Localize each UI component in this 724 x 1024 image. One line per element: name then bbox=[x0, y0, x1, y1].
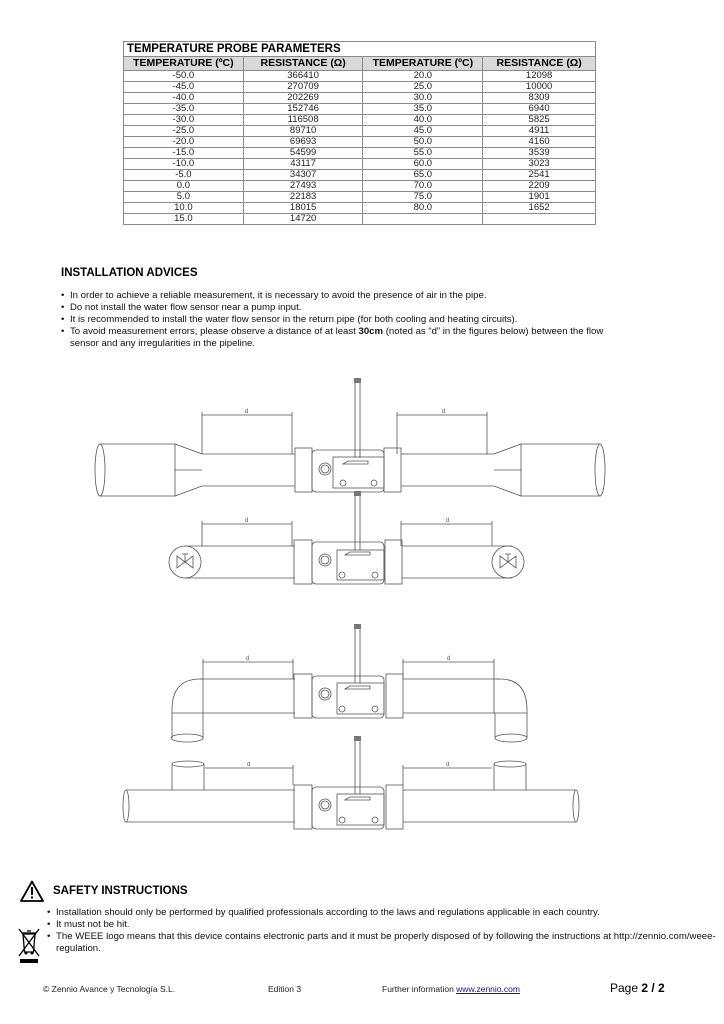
temperature-cell: 15.0 bbox=[124, 214, 244, 225]
resistance-cell: 2209 bbox=[483, 181, 596, 192]
resistance-cell: 43117 bbox=[243, 159, 363, 170]
temperature-cell: 20.0 bbox=[363, 71, 483, 82]
resistance-cell: 10000 bbox=[483, 82, 596, 93]
svg-text:d: d bbox=[245, 518, 249, 524]
list-item: • Do not install the water flow sensor near a pump input. bbox=[61, 302, 621, 314]
svg-text:d: d bbox=[446, 518, 450, 524]
resistance-cell: 12098 bbox=[483, 71, 596, 82]
resistance-cell: 366410 bbox=[243, 71, 363, 82]
resistance-cell: 14720 bbox=[243, 214, 363, 225]
resistance-cell: 22183 bbox=[243, 192, 363, 203]
resistance-cell: 4911 bbox=[483, 126, 596, 137]
table-row bbox=[124, 170, 596, 181]
resistance-cell: 202269 bbox=[243, 93, 363, 104]
diagram-valves bbox=[0, 488, 724, 600]
temperature-probe-table bbox=[123, 41, 596, 225]
table-body bbox=[124, 71, 596, 225]
temperature-cell: 70.0 bbox=[363, 181, 483, 192]
column-header-temperature: TEMPERATURE (ºC) bbox=[363, 57, 483, 71]
temperature-cell: -10.0 bbox=[124, 159, 244, 170]
resistance-cell: 1652 bbox=[483, 203, 596, 214]
resistance-cell: 54599 bbox=[243, 148, 363, 159]
footer-further-info: Further information www.zennio.com bbox=[382, 984, 520, 994]
temperature-cell bbox=[363, 214, 483, 225]
table-row bbox=[124, 71, 596, 82]
table-row bbox=[124, 93, 596, 104]
resistance-cell: 270709 bbox=[243, 82, 363, 93]
installation-advices-title: INSTALLATION ADVICES bbox=[61, 267, 198, 279]
footer-copyright: © Zennio Avance y Tecnología S.L. bbox=[43, 984, 176, 994]
svg-text:d: d bbox=[447, 656, 451, 662]
diagram-tee-junctions bbox=[0, 730, 724, 840]
resistance-cell: 1901 bbox=[483, 192, 596, 203]
table-row bbox=[124, 203, 596, 214]
safety-instructions-list bbox=[47, 907, 717, 955]
resistance-cell: 8309 bbox=[483, 93, 596, 104]
table-row bbox=[124, 148, 596, 159]
svg-text:d: d bbox=[446, 762, 450, 768]
resistance-cell: 69693 bbox=[243, 137, 363, 148]
temperature-cell: 60.0 bbox=[363, 159, 483, 170]
footer-edition: Edition 3 bbox=[268, 984, 302, 994]
diagram-elbows bbox=[0, 620, 724, 745]
table-title: TEMPERATURE PROBE PARAMETERS bbox=[124, 42, 596, 57]
table-row bbox=[124, 126, 596, 137]
resistance-cell: 5825 bbox=[483, 115, 596, 126]
temperature-cell: 50.0 bbox=[363, 137, 483, 148]
temperature-cell: 0.0 bbox=[124, 181, 244, 192]
temperature-cell: 75.0 bbox=[363, 192, 483, 203]
resistance-cell: 152746 bbox=[243, 104, 363, 115]
svg-text:d: d bbox=[245, 409, 249, 415]
column-header-resistance: RESISTANCE (Ω) bbox=[483, 57, 596, 71]
table-row bbox=[124, 82, 596, 93]
table-row bbox=[124, 159, 596, 170]
temperature-cell: -20.0 bbox=[124, 137, 244, 148]
temperature-cell: -5.0 bbox=[124, 170, 244, 181]
temperature-cell: 45.0 bbox=[363, 126, 483, 137]
list-item: • The WEEE logo means that this device contains electronic parts and it must be properly disposed of by following the instructions at http://zennio.com/weee-regulation. bbox=[47, 931, 717, 955]
list-item-distance: • To avoid measurement errors, please observe a distance of at least 30cm (noted as “d” in the figures below) between the flow sensor and any irregularities in the pipeline. bbox=[61, 326, 621, 350]
diagram-reducer-pipes bbox=[0, 370, 724, 505]
temperature-cell: -25.0 bbox=[124, 126, 244, 137]
temperature-cell: 40.0 bbox=[363, 115, 483, 126]
temperature-cell: 80.0 bbox=[363, 203, 483, 214]
resistance-cell: 3023 bbox=[483, 159, 596, 170]
temperature-cell: 25.0 bbox=[363, 82, 483, 93]
temperature-cell: -35.0 bbox=[124, 104, 244, 115]
resistance-cell: 34307 bbox=[243, 170, 363, 181]
list-item: • It is recommended to install the water flow sensor in the return pipe (for both cooling and heating circuits). bbox=[61, 314, 621, 326]
temperature-cell: -50.0 bbox=[124, 71, 244, 82]
temperature-cell: 65.0 bbox=[363, 170, 483, 181]
resistance-cell: 3539 bbox=[483, 148, 596, 159]
temperature-cell: 35.0 bbox=[363, 104, 483, 115]
resistance-cell: 6940 bbox=[483, 104, 596, 115]
temperature-cell: 5.0 bbox=[124, 192, 244, 203]
temperature-cell: -40.0 bbox=[124, 93, 244, 104]
temperature-cell: -30.0 bbox=[124, 115, 244, 126]
list-item: • Installation should only be performed by qualified professionals according to the laws and regulations applicable in each country. bbox=[47, 907, 717, 919]
distance-value: 30cm bbox=[358, 326, 384, 337]
temperature-cell: -45.0 bbox=[124, 82, 244, 93]
list-item: • It must not be hit. bbox=[47, 919, 717, 931]
warning-icon bbox=[20, 880, 44, 902]
resistance-cell: 116508 bbox=[243, 115, 363, 126]
resistance-cell: 2541 bbox=[483, 170, 596, 181]
table-row bbox=[124, 115, 596, 126]
svg-text:d: d bbox=[247, 762, 251, 768]
installation-advices-list bbox=[61, 290, 621, 350]
table-row bbox=[124, 214, 596, 225]
zennio-website-link[interactable]: www.zennio.com bbox=[456, 984, 520, 994]
safety-instructions-title: SAFETY INSTRUCTIONS bbox=[53, 885, 188, 897]
table-row bbox=[124, 104, 596, 115]
footer-page-number: Page 2 / 2 bbox=[610, 981, 665, 995]
table-row bbox=[124, 137, 596, 148]
temperature-cell: 55.0 bbox=[363, 148, 483, 159]
resistance-cell bbox=[483, 214, 596, 225]
resistance-cell: 27493 bbox=[243, 181, 363, 192]
temperature-cell: 30.0 bbox=[363, 93, 483, 104]
resistance-cell: 4160 bbox=[483, 137, 596, 148]
temperature-cell: 10.0 bbox=[124, 203, 244, 214]
weee-crossed-bin-icon bbox=[18, 928, 40, 964]
list-item: • In order to achieve a reliable measurement, it is necessary to avoid the presence of air in the pipe. bbox=[61, 290, 621, 302]
table-row bbox=[124, 192, 596, 203]
svg-text:d: d bbox=[442, 409, 446, 415]
temperature-cell: -15.0 bbox=[124, 148, 244, 159]
resistance-cell: 18015 bbox=[243, 203, 363, 214]
table-row bbox=[124, 181, 596, 192]
svg-text:d: d bbox=[246, 656, 250, 662]
column-header-temperature: TEMPERATURE (ºC) bbox=[124, 57, 244, 71]
column-header-resistance: RESISTANCE (Ω) bbox=[243, 57, 363, 71]
resistance-cell: 89710 bbox=[243, 126, 363, 137]
